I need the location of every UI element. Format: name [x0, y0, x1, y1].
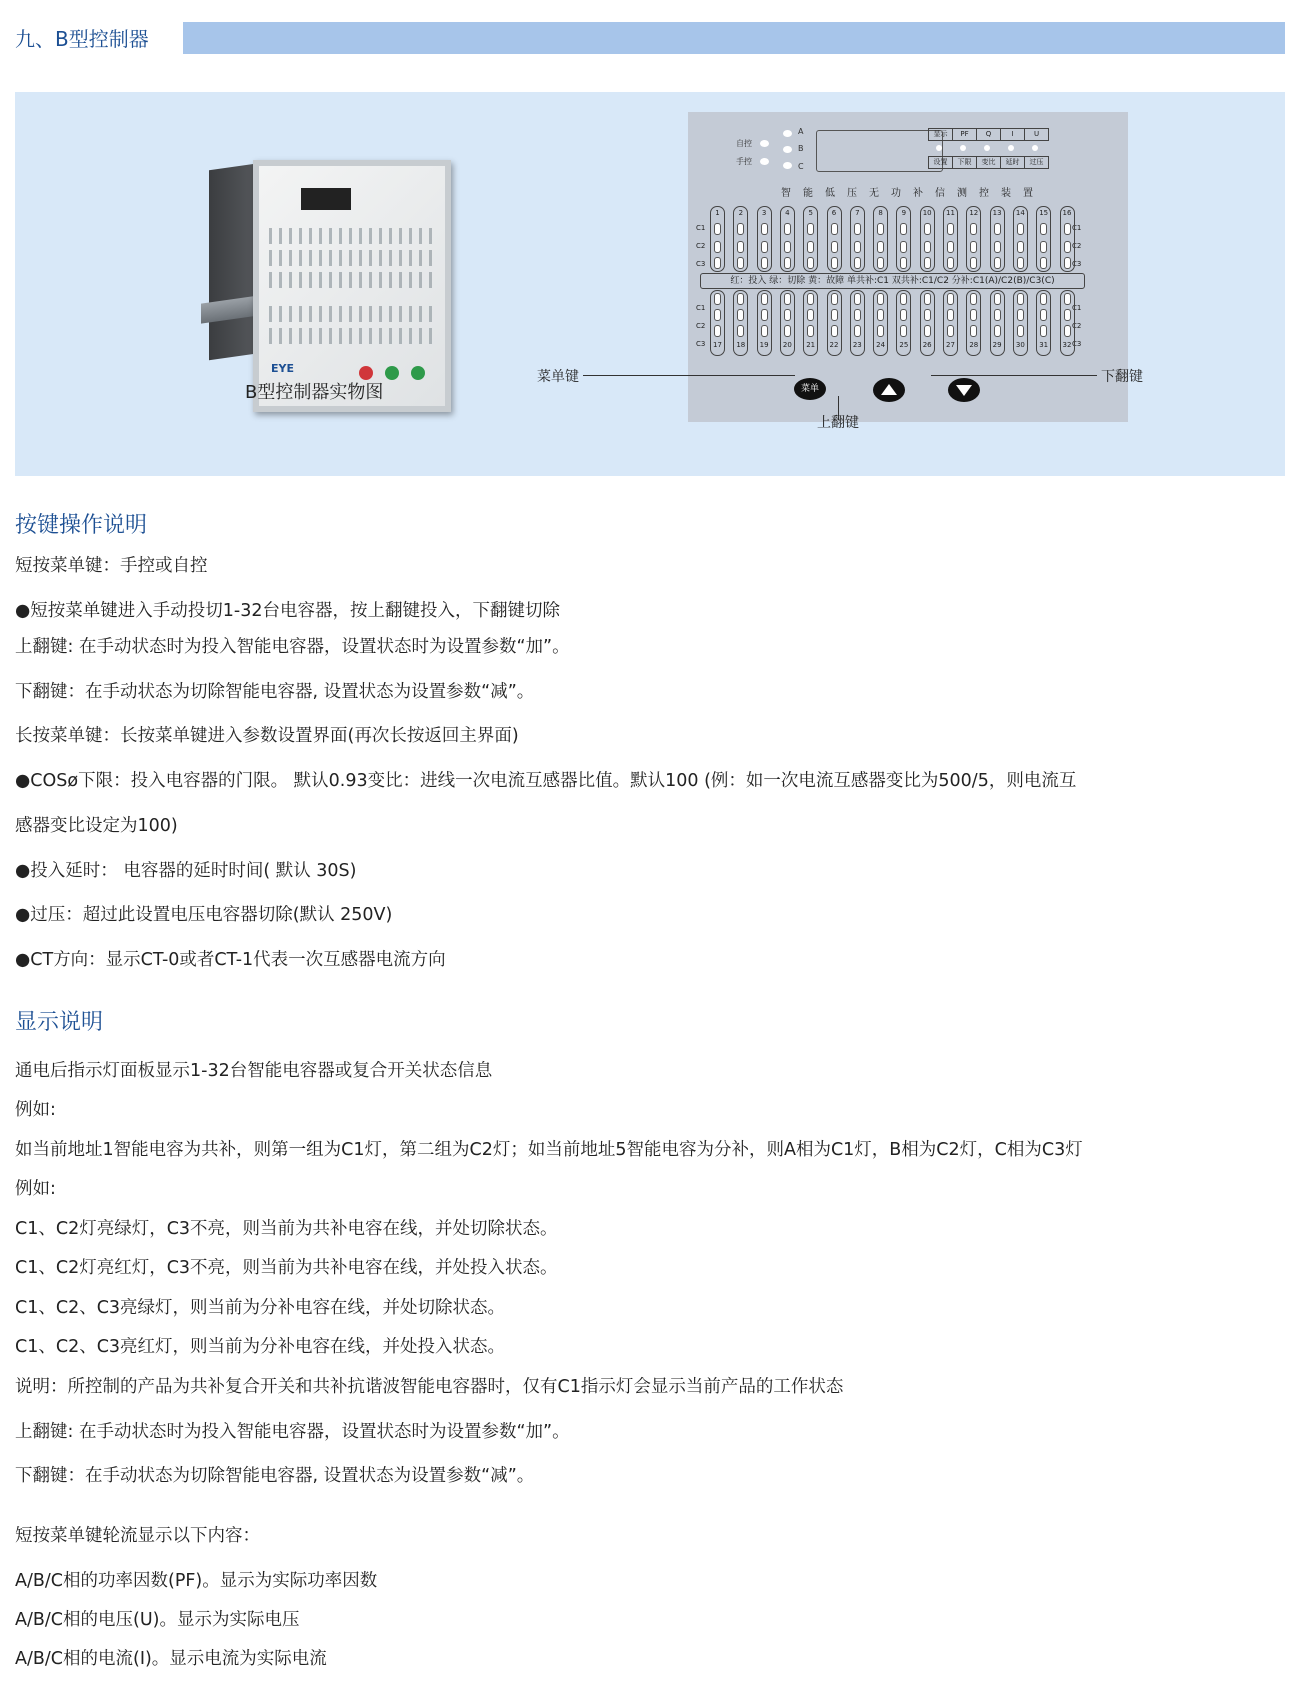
indicator-tube [920, 290, 935, 356]
capacitor-led [970, 223, 977, 235]
display-line: 下翻键：在手动状态为切除智能电容器, 设置状态为设置参数“减”。 [15, 1466, 535, 1486]
capacitor-led [807, 257, 814, 269]
capacitor-led [784, 257, 791, 269]
capacitor-led [1017, 257, 1024, 269]
tube-number: 6 [831, 209, 837, 217]
capacitor-led [1064, 309, 1071, 321]
key-ratio: 变比 [976, 156, 1001, 169]
mode-label-manual: 手控 [736, 157, 752, 166]
display-line: C1、C2灯亮绿灯，C3不亮，则当前为共补电容在线，并处切除状态。 [15, 1219, 558, 1239]
panel-title-char: 置 [1023, 188, 1033, 199]
key-led [1032, 145, 1038, 151]
capacitor-led [761, 325, 768, 337]
indicator-tube [990, 290, 1005, 356]
keys-line: 长按菜单键：长按菜单键进入参数设置界面(再次长按返回主界面) [15, 726, 519, 746]
capacitor-led [947, 293, 954, 305]
panel-title-char: 低 [825, 188, 835, 199]
keys-line: 短按菜单键：手控或自控 [15, 556, 208, 576]
section-title: 九、B型控制器 [15, 27, 149, 51]
capacitor-led [900, 309, 907, 321]
panel-title-char: 能 [803, 188, 813, 199]
indicator-tube [733, 290, 748, 356]
capacitor-led [1064, 223, 1071, 235]
capacitor-led [737, 325, 744, 337]
capacitor-led [714, 241, 721, 253]
capacitor-led [947, 223, 954, 235]
panel-title-char: 补 [913, 188, 923, 199]
capacitor-led [994, 257, 1001, 269]
capacitor-led [970, 293, 977, 305]
indicator-tube [1013, 206, 1028, 272]
capacitor-led [947, 325, 954, 337]
capacitor-led [1017, 293, 1024, 305]
capacitor-led [1040, 257, 1047, 269]
panel-title-char: 无 [869, 188, 879, 199]
indicator-tube [1036, 206, 1051, 272]
tube-number: 11 [946, 209, 955, 217]
capacitor-led [877, 223, 884, 235]
capacitor-led [761, 257, 768, 269]
callout-line-down [931, 375, 1097, 376]
capacitor-led [784, 223, 791, 235]
c-label-right: C3 [1072, 260, 1082, 268]
tube-number: 8 [878, 209, 883, 217]
capacitor-led [761, 293, 768, 305]
tube-number: 10 [922, 209, 932, 217]
capacitor-led [924, 223, 931, 235]
capacitor-led [947, 257, 954, 269]
capacitor-led [900, 241, 907, 253]
capacitor-led [1064, 241, 1071, 253]
display-line: C1、C2灯亮红灯，C3不亮，则当前为共补电容在线，并处投入状态。 [15, 1258, 558, 1278]
capacitor-led [761, 241, 768, 253]
device-led-row [269, 306, 435, 322]
phase-led-a [783, 130, 792, 137]
c-label-right: C1 [1072, 304, 1082, 312]
tube-number: 30 [1015, 341, 1025, 349]
rotation-line: A/B/C相的电压(U)。显示为实际电压 [15, 1610, 300, 1630]
tube-number: 4 [785, 209, 790, 217]
key-i: I [1000, 128, 1025, 141]
capacitor-led [900, 257, 907, 269]
keys-line: 感器变比设定为100) [15, 816, 178, 836]
capacitor-led [900, 293, 907, 305]
tube-number: 31 [1039, 341, 1049, 349]
capacitor-led [737, 293, 744, 305]
capacitor-led [737, 309, 744, 321]
capacitor-led [831, 223, 838, 235]
photo-caption: B型控制器实物图 [245, 382, 384, 403]
capacitor-led [854, 223, 861, 235]
up-arrow-icon [881, 384, 897, 395]
tube-number: 2 [738, 209, 744, 217]
c-label-left: C3 [696, 260, 706, 268]
capacitor-led [947, 241, 954, 253]
tube-number: 14 [1015, 209, 1025, 217]
capacitor-led [1064, 257, 1071, 269]
keys-line: ●过压：超过此设置电压电容器切除(默认 250V) [15, 905, 393, 925]
capacitor-led [877, 309, 884, 321]
device-led-row [269, 228, 435, 244]
tube-number: 26 [922, 341, 932, 349]
tube-number: 32 [1062, 341, 1072, 349]
display-line: 例如: [15, 1179, 56, 1199]
capacitor-led [924, 241, 931, 253]
indicator-tube [733, 206, 748, 272]
display-line: 上翻键: 在手动状态时为投入智能电容器，设置状态时为设置参数“加”。 [15, 1422, 570, 1442]
capacitor-led [714, 223, 721, 235]
device-down-button [411, 366, 425, 380]
panel-title-char: 装 [1001, 188, 1011, 199]
key-led [1008, 145, 1014, 151]
indicator-tube [896, 206, 911, 272]
indicator-tube [827, 206, 842, 272]
capacitor-led [831, 293, 838, 305]
panel-title-char: 信 [935, 188, 945, 199]
capacitor-led [1040, 309, 1047, 321]
key-overvoltage: 过压 [1024, 156, 1049, 169]
device-led-row [269, 328, 435, 344]
tube-number: 1 [715, 209, 720, 217]
callout-up-key: 上翻键 [817, 415, 859, 431]
capacitor-led [714, 309, 721, 321]
capacitor-led [831, 241, 838, 253]
keys-line: ●投入延时： 电容器的延时时间( 默认 30S) [15, 861, 357, 881]
capacitor-led [737, 223, 744, 235]
capacitor-led [877, 293, 884, 305]
rotation-line: A/B/C相的功率因数(PF)。显示为实际功率因数 [15, 1571, 378, 1591]
indicator-tube [1060, 290, 1075, 356]
display-section-title: 显示说明 [15, 1010, 104, 1035]
capacitor-led [1017, 309, 1024, 321]
indicator-tube [943, 290, 958, 356]
tube-number: 21 [806, 341, 816, 349]
capacitor-led [1040, 241, 1047, 253]
indicator-tube [850, 206, 865, 272]
tube-number: 29 [992, 341, 1002, 349]
capacitor-led [924, 257, 931, 269]
display-line: C1、C2、C3亮红灯，则当前为分补电容在线，并处投入状态。 [15, 1337, 506, 1357]
capacitor-led [1040, 293, 1047, 305]
panel-up-button [873, 378, 905, 402]
indicator-tube [966, 206, 981, 272]
capacitor-led [947, 309, 954, 321]
capacitor-led [737, 257, 744, 269]
phase-led-b [783, 146, 792, 153]
capacitor-led [877, 257, 884, 269]
key-pf: PF [952, 128, 977, 141]
key-led [960, 145, 966, 151]
down-arrow-icon [956, 385, 972, 396]
capacitor-led [831, 325, 838, 337]
tube-number: 5 [808, 209, 813, 217]
capacitor-led [737, 241, 744, 253]
capacitor-led [807, 309, 814, 321]
indicator-tube [780, 290, 795, 356]
key-lower-limit: 下限 [952, 156, 977, 169]
capacitor-led [877, 325, 884, 337]
display-line: 如当前地址1智能电容为共补，则第一组为C1灯，第二组为C2灯；如当前地址5智能电容为分补，则A相为C1灯，B相为C2灯，C相为C3灯 [15, 1140, 1083, 1160]
capacitor-led [900, 325, 907, 337]
panel-title-char: 控 [979, 188, 989, 199]
keys-section-title: 按键操作说明 [15, 513, 148, 538]
capacitor-led [994, 309, 1001, 321]
callout-line-menu [583, 375, 795, 376]
display-line: 说明：所控制的产品为共补复合开关和共补抗谐波智能电容器时，仅有C1指示灯会显示当前产品的工作状态 [15, 1377, 844, 1397]
indicator-tube [780, 206, 795, 272]
capacitor-led [994, 293, 1001, 305]
panel-display [816, 130, 943, 172]
capacitor-led [807, 293, 814, 305]
device-logo: EYE [271, 362, 294, 375]
device-up-button [385, 366, 399, 380]
indicator-tube [1036, 290, 1051, 356]
capacitor-led [1064, 325, 1071, 337]
tube-number: 7 [855, 209, 860, 217]
indicator-tube [710, 206, 725, 272]
indicator-tube [1013, 290, 1028, 356]
panel-title-char: 测 [957, 188, 967, 199]
rotation-line: A/B/C相的电流(I)。显示电流为实际电流 [15, 1649, 327, 1669]
capacitor-led [924, 309, 931, 321]
c-label-left: C1 [696, 304, 706, 312]
tube-number: 18 [736, 341, 746, 349]
indicator-tube [943, 206, 958, 272]
capacitor-led [784, 293, 791, 305]
capacitor-led [761, 223, 768, 235]
panel-title-char: 智 [781, 188, 791, 199]
indicator-tube [710, 290, 725, 356]
phase-led-c [783, 162, 792, 169]
phase-label-c: C [798, 162, 804, 171]
indicator-tube [827, 290, 842, 356]
panel-legend: 红：投入 绿：切除 黄：故障 单共补:C1 双共补:C1/C2 分补:C1(A)/C2(B)/C3(C) [700, 273, 1085, 289]
capacitor-led [854, 241, 861, 253]
capacitor-led [761, 309, 768, 321]
mode-led-auto [760, 140, 769, 147]
keys-line: ●COSø下限：投入电容器的门限。 默认0.93变比：进线一次电流互感器比值。默认100 (例：如一次电流互感器变比为500/5，则电流互 [15, 771, 1077, 791]
tube-number: 24 [876, 341, 886, 349]
key-led [936, 145, 942, 151]
callout-down-key: 下翻键 [1101, 369, 1143, 385]
indicator-tube [803, 206, 818, 272]
capacitor-led [1040, 325, 1047, 337]
display-line: 例如: [15, 1100, 56, 1120]
indicator-tube [850, 290, 865, 356]
phase-label-b: B [798, 144, 804, 153]
display-line: C1、C2、C3亮绿灯，则当前为分补电容在线，并处切除状态。 [15, 1298, 506, 1318]
panel-title-char: 功 [891, 188, 901, 199]
capacitor-led [854, 325, 861, 337]
c-label-right: C2 [1072, 242, 1082, 250]
capacitor-led [994, 241, 1001, 253]
indicator-tube [757, 206, 772, 272]
capacitor-led [854, 293, 861, 305]
capacitor-led [831, 309, 838, 321]
tube-number: 3 [761, 209, 767, 217]
c-label-left: C2 [696, 322, 706, 330]
capacitor-led [924, 325, 931, 337]
keys-line: 下翻键：在手动状态为切除智能电容器, 设置状态为设置参数“减”。 [15, 682, 535, 702]
indicator-tube [990, 206, 1005, 272]
tube-number: 12 [969, 209, 979, 217]
capacitor-led [854, 309, 861, 321]
capacitor-led [784, 325, 791, 337]
key-display: 显示 [928, 128, 953, 141]
indicator-tube [873, 290, 888, 356]
capacitor-led [854, 257, 861, 269]
key-u: U [1024, 128, 1049, 141]
key-led [984, 145, 990, 151]
capacitor-led [970, 325, 977, 337]
capacitor-led [900, 223, 907, 235]
device-led-row [269, 272, 435, 288]
indicator-tube [896, 290, 911, 356]
key-settings: 设置 [928, 156, 953, 169]
capacitor-led [1040, 223, 1047, 235]
indicator-tube [1060, 206, 1075, 272]
tube-number: 19 [759, 341, 769, 349]
display-line: 通电后指示灯面板显示1-32台智能电容器或复合开关状态信息 [15, 1061, 493, 1081]
indicator-tube [873, 206, 888, 272]
capacitor-led [1017, 241, 1024, 253]
indicator-tube [803, 290, 818, 356]
keys-line: 上翻键: 在手动状态时为投入智能电容器，设置状态时为设置参数“加”。 [15, 637, 570, 657]
tube-number: 20 [782, 341, 792, 349]
capacitor-led [807, 223, 814, 235]
capacitor-led [994, 325, 1001, 337]
capacitor-led [1017, 223, 1024, 235]
key-delay: 延时 [1000, 156, 1025, 169]
figure-panel [15, 92, 1285, 476]
c-label-left: C1 [696, 224, 706, 232]
c-label-left: C3 [696, 340, 706, 348]
capacitor-led [924, 293, 931, 305]
c-label-right: C1 [1072, 224, 1082, 232]
tube-number: 27 [946, 341, 955, 349]
tube-number: 13 [992, 209, 1002, 217]
section-header [15, 20, 1285, 56]
capacitor-led [1064, 293, 1071, 305]
indicator-tube [920, 206, 935, 272]
tube-number: 15 [1039, 209, 1049, 217]
capacitor-led [714, 293, 721, 305]
capacitor-led [714, 257, 721, 269]
panel-title-char: 压 [847, 188, 857, 199]
rotation-line: 短按菜单键轮流显示以下内容： [15, 1526, 260, 1546]
indicator-tube [966, 290, 981, 356]
capacitor-led [714, 325, 721, 337]
tube-number: 9 [901, 209, 907, 217]
tube-number: 23 [852, 341, 862, 349]
capacitor-led [970, 257, 977, 269]
capacitor-led [784, 309, 791, 321]
device-front-panel [253, 160, 451, 412]
capacitor-led [970, 309, 977, 321]
capacitor-led [807, 325, 814, 337]
capacitor-led [831, 257, 838, 269]
key-q: Q [976, 128, 1001, 141]
device-display [301, 188, 351, 210]
device-led-row [269, 250, 435, 266]
indicator-tube [757, 290, 772, 356]
panel-menu-button: 菜单 [794, 378, 826, 400]
callout-menu-key: 菜单键 [537, 369, 579, 385]
mode-led-manual [760, 158, 769, 165]
capacitor-led [784, 241, 791, 253]
tube-number: 25 [899, 341, 909, 349]
c-label-left: C2 [696, 242, 706, 250]
capacitor-led [877, 241, 884, 253]
capacitor-led [1017, 325, 1024, 337]
phase-label-a: A [798, 127, 804, 136]
tube-number: 28 [969, 341, 979, 349]
keys-line: ●短按菜单键进入手动投切1-32台电容器，按上翻键投入，下翻键切除 [15, 601, 560, 621]
header-bar [183, 22, 1285, 54]
tube-number: 17 [713, 341, 722, 349]
panel-down-button [948, 378, 980, 402]
tube-number: 16 [1062, 209, 1072, 217]
c-label-right: C3 [1072, 340, 1082, 348]
mode-label-auto: 自控 [736, 139, 752, 148]
keys-line: ●CT方向：显示CT-0或者CT-1代表一次互感器电流方向 [15, 950, 446, 970]
capacitor-led [970, 241, 977, 253]
tube-number: 22 [829, 341, 839, 349]
c-label-right: C2 [1072, 322, 1082, 330]
capacitor-led [807, 241, 814, 253]
capacitor-led [994, 223, 1001, 235]
